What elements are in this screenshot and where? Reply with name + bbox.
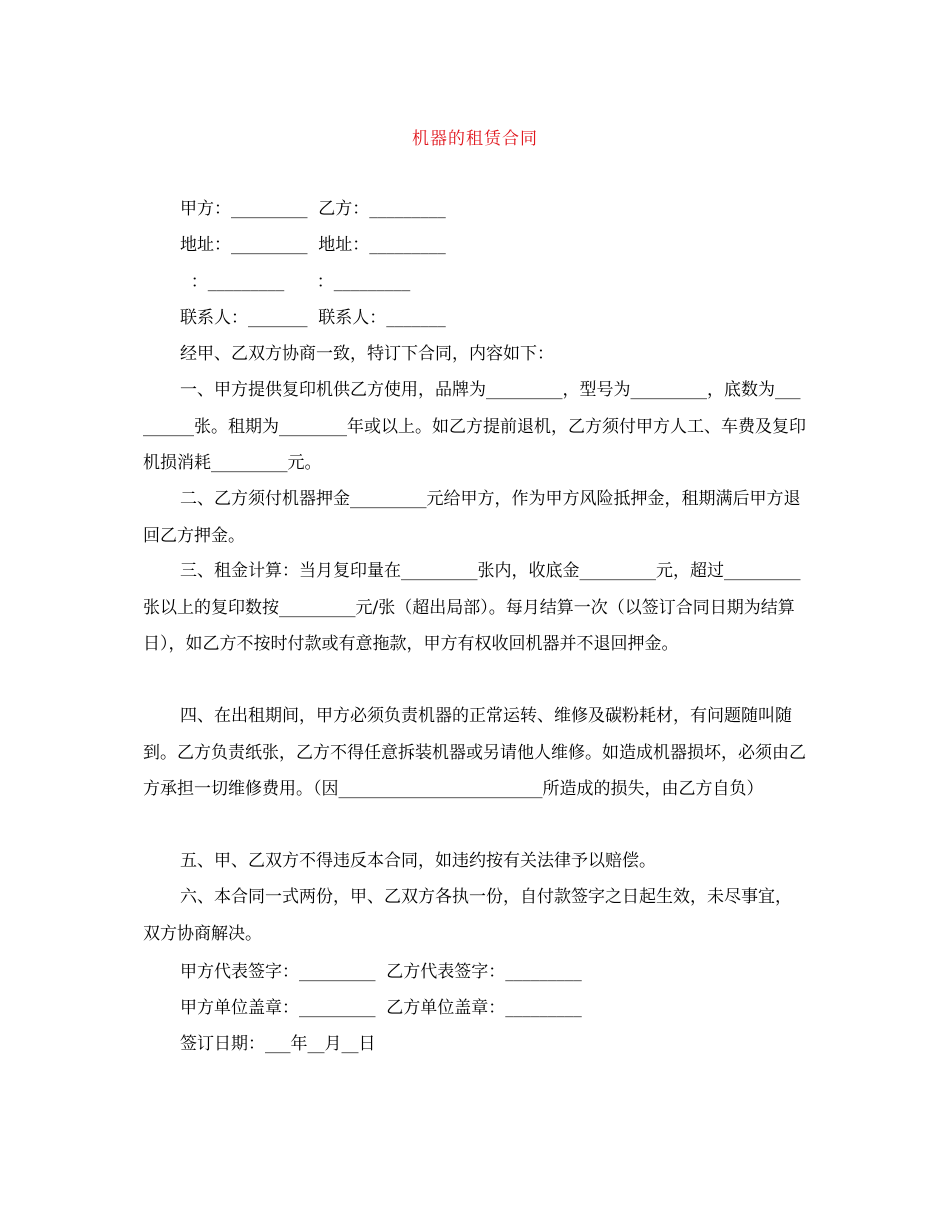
party-address-line: 地址：_________ 地址：_________ <box>180 235 446 255</box>
sign-date-line: 签订日期：___年__月__日 <box>180 1034 376 1054</box>
clause-4: 四、在出租期间，甲方必须负责机器的正常运转、维修及碳粉耗材，有问题随叫随到。乙方负责纸张，乙方不得任意拆装机器或另请他人维修。如造成机器损坏，必须由乙方承担一切维修费用。（因________________________所造成的损失，由乙方自负） <box>143 706 806 799</box>
seal-line: 甲方单位盖章：_________ 乙方单位盖章：_________ <box>180 998 582 1018</box>
party-blank-line: ：_________ ：_________ <box>180 272 411 292</box>
clause-1: 一、甲方提供复印机供乙方使用，品牌为_________，型号为_________，底数为_________张。租期为________年或以上。如乙方提前退机，乙方须付甲方人工、车费及复印机损消耗_________元。 <box>143 380 806 473</box>
clause-6: 六、本合同一式两份，甲、乙双方各执一份，自付款签字之日起生效，未尽事宜，双方协商解决。 <box>143 887 792 944</box>
clause-3: 三、租金计算：当月复印量在_________张内，收底金_________元，超过_________ 张以上的复印数按_________元/张（超出局部）。每月结算一次（以签订合同日期为结算日），如乙方不按时付款或有意拖款，甲方有权收回机器并不退回押金。 <box>143 561 806 654</box>
party-contact-line: 联系人：_______ 联系人：_______ <box>180 308 446 328</box>
clause-2: 二、乙方须付机器押金_________元给甲方，作为甲方风险抵押金，租期满后甲方退回乙方押金。 <box>143 489 801 546</box>
document-title: 机器的租赁合同 <box>412 129 538 149</box>
clause-5: 五、甲、乙双方不得违反本合同，如违约按有关法律予以赔偿。 <box>180 851 656 871</box>
intro-text: 经甲、乙双方协商一致，特订下合同，内容如下： <box>180 344 554 364</box>
party-name-line: 甲方：_________ 乙方：_________ <box>180 199 446 219</box>
signature-line: 甲方代表签字：_________ 乙方代表签字：_________ <box>180 962 582 982</box>
